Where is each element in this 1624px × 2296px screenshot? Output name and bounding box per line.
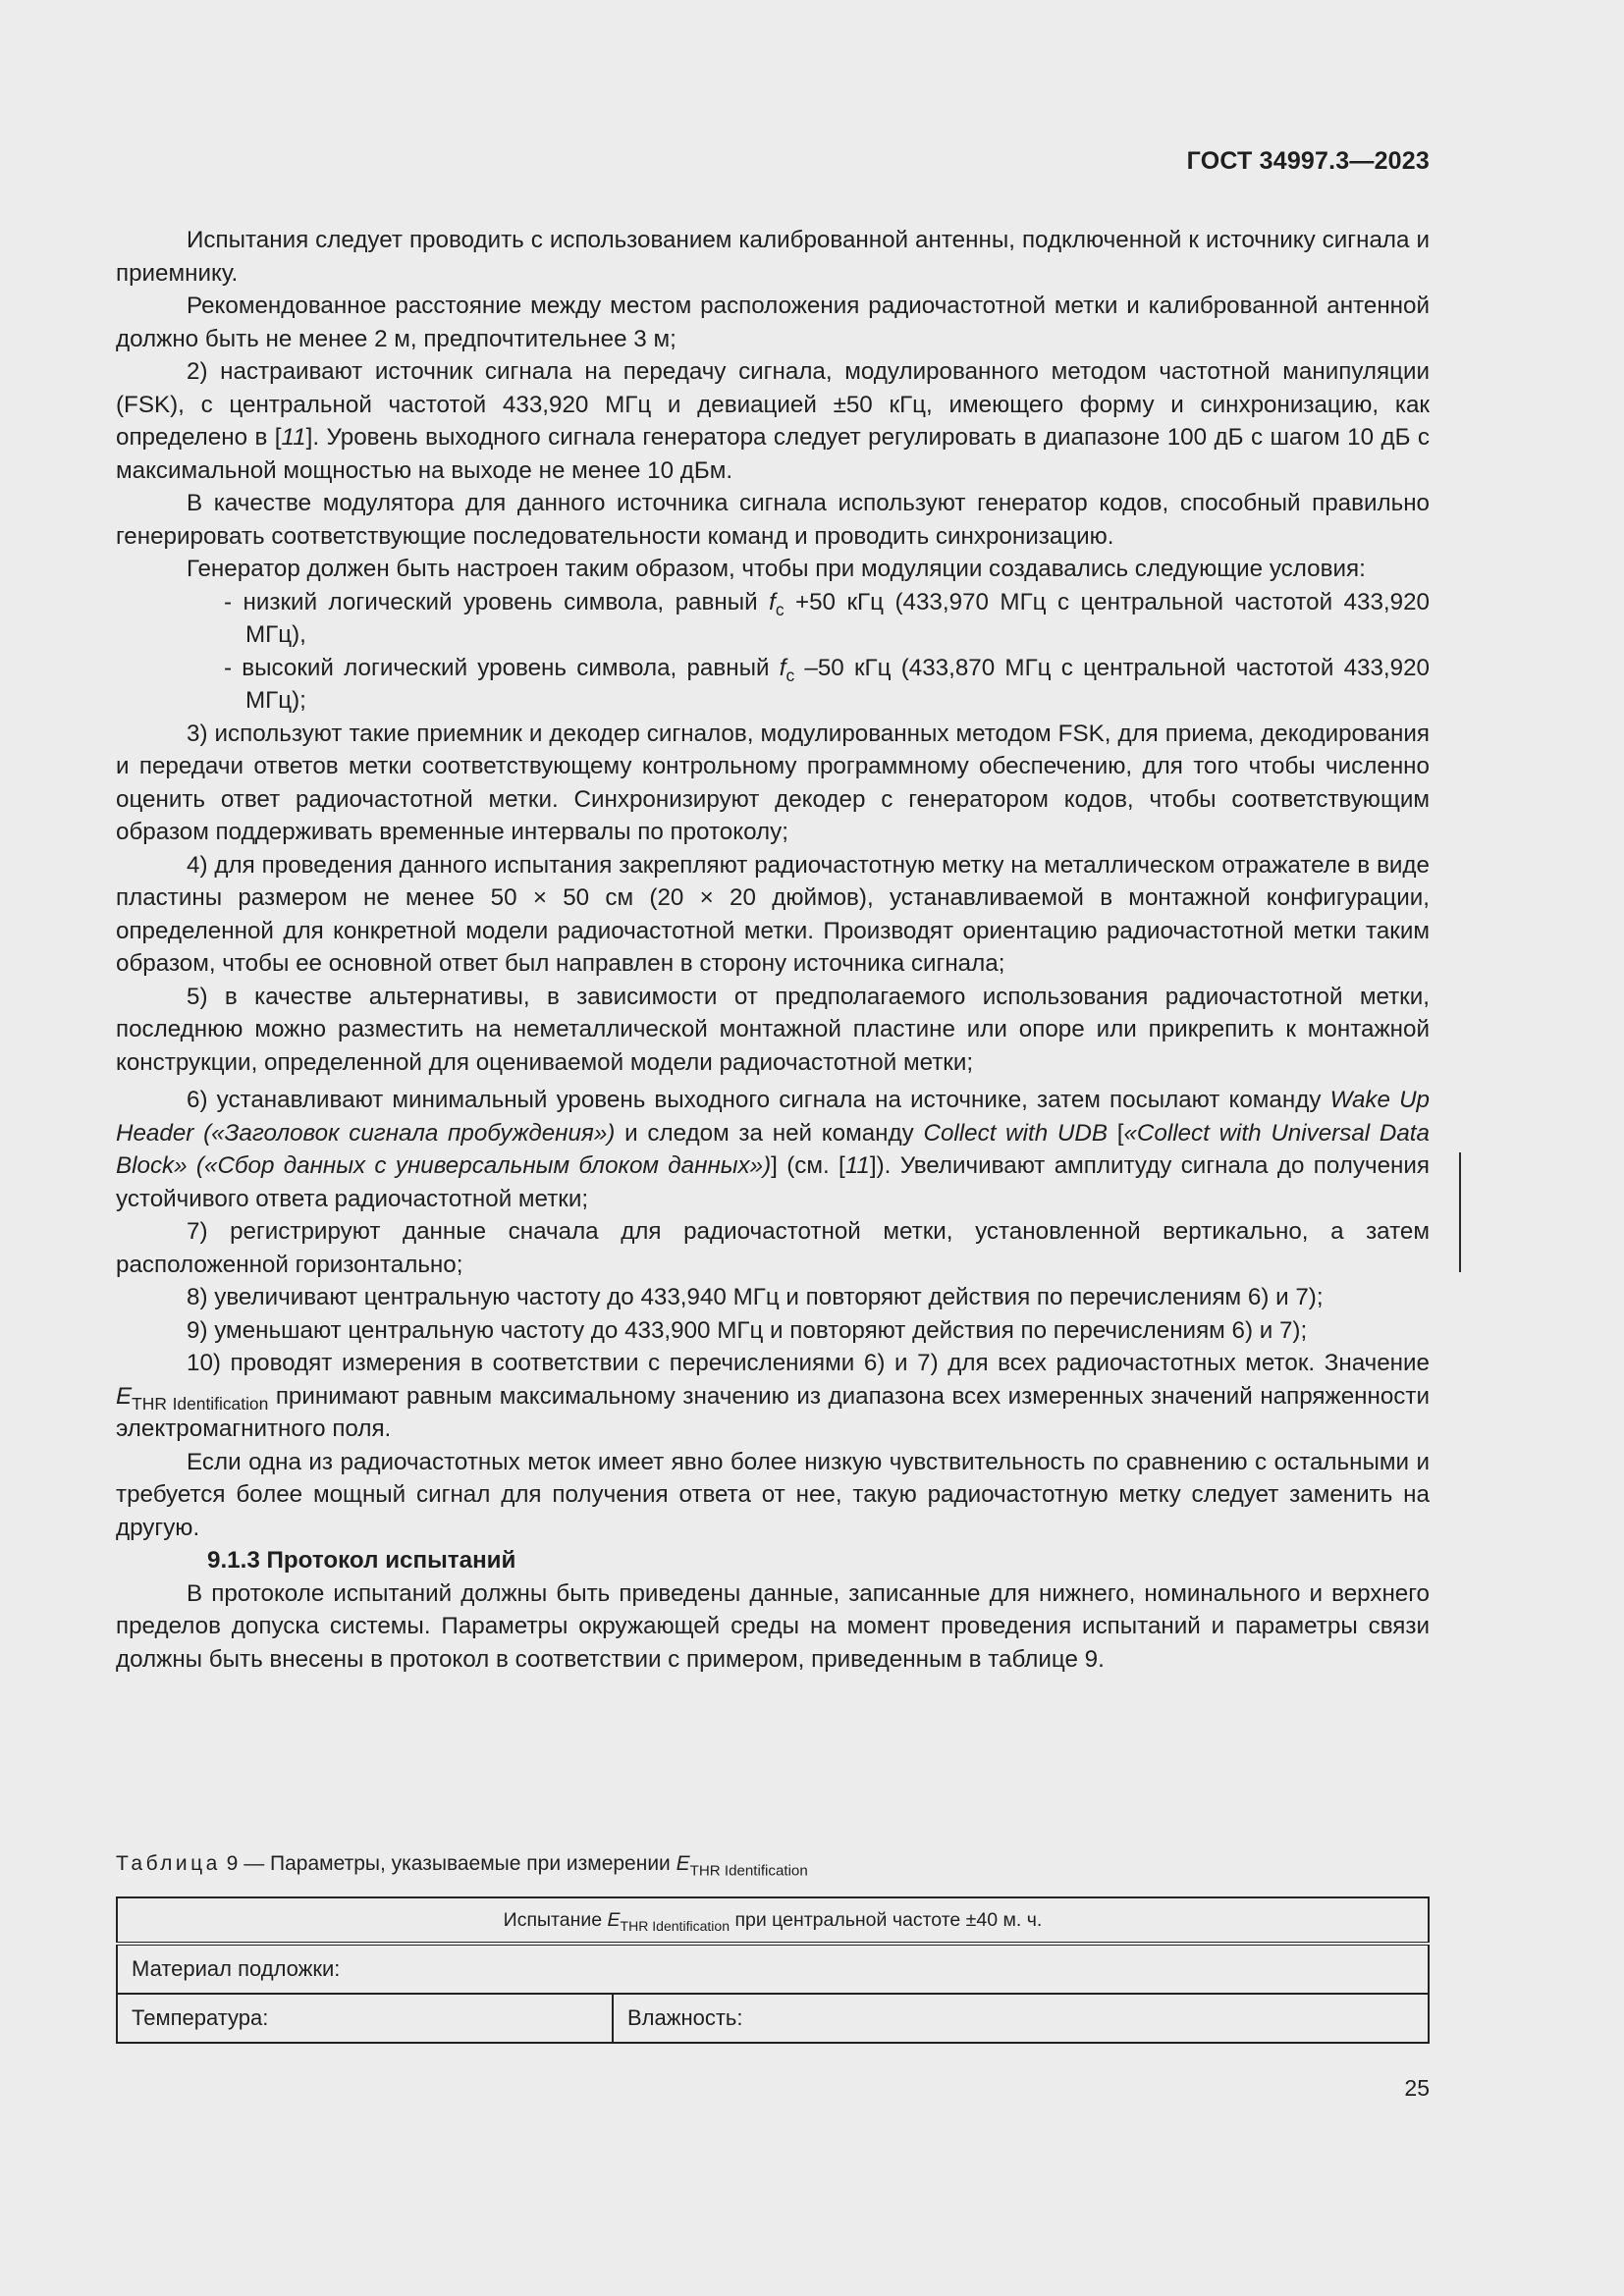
symbol: E (676, 1852, 690, 1875)
table-caption-text: 9 — Параметры, указываемые при измерении (220, 1852, 677, 1875)
table-caption-label: Таблица (116, 1852, 221, 1875)
paragraph: Генератор должен быть настроен таким образом, чтобы при модуляции создавались следующие условия: (187, 556, 1366, 582)
table-header-row (117, 1897, 1429, 1944)
list-item-2 (116, 355, 1430, 487)
reference-number: 11 (281, 424, 306, 451)
subscript: THR Identification (689, 1862, 808, 1880)
document-body (116, 224, 1430, 1676)
command-name: Wake Up Header («Заголовок сигнала пробуждения») (116, 1087, 1431, 1147)
humidity-cell: Влажность: (613, 1994, 1429, 2043)
list-item-text: ]). Увеличивают амплитуду сигнала до получения устойчивого ответа радиочастотной метки; (116, 1152, 1430, 1212)
bullet-item (116, 652, 1430, 718)
table-row (117, 1994, 1429, 2043)
substrate-material-cell: Материал подложки: (117, 1944, 1429, 1994)
subscript: THR Identification (132, 1393, 269, 1414)
paragraph: В качестве модулятора для данного источника сигнала используют генератор кодов, способный правильно генерировать соответствующие последовательности команд и проводить синхронизацию. (116, 490, 1430, 550)
subscript: c (775, 599, 785, 619)
command-name: «Collect with Universal Data Block» («Сбор данных с универсальным блоком данных») (116, 1119, 1430, 1179)
paragraph: Если одна из радиочастотных меток имеет явно более низкую чувствительность по сравнению с остальными и требуется более мощный сигнал для получения ответа от нее, такую радиочастотную метку следует заменить на другую. (116, 1448, 1430, 1541)
list-item-5: 5) в качестве альтернативы, в зависимости от предполагаемого использования радиочастотной метки, последнюю можно разместить на неметаллической монтажной пластине или опоре или прикрепить к монтажной конструкции, определенной для оцениваемой модели радиочастотной метки; (116, 983, 1430, 1076)
parameters-table (116, 1896, 1430, 2044)
subscript: c (785, 665, 795, 685)
bullet-text: - низкий логический уровень символа, равный (224, 588, 770, 615)
document-standard-header: ГОСТ 34997.3—2023 (1186, 147, 1430, 175)
list-item-text: 6) устанавливают минимальный уровень выходного сигнала на источнике, затем посылают команду (187, 1087, 1330, 1113)
header-text: при центральной частоте ±40 м. ч. (730, 1908, 1043, 1931)
subscript: THR Identification (620, 1917, 731, 1934)
paragraph: В протоколе испытаний должны быть приведены данные, записанные для нижнего, номинального и верхнего пределов допуска системы. Параметры окружающей среды на момент проведения испытаний и параметры связи должны быть внесены в протокол в соответствии с примером, приведенным в таблице 9. (116, 1579, 1430, 1673)
list-item-text: ] (см. [ (771, 1152, 845, 1179)
revision-change-bar (1459, 1152, 1461, 1272)
list-item-9: 9) уменьшают центральную частоту до 433,900 МГц и повторяют действия по перечислениям 6) и 7); (187, 1316, 1308, 1344)
table-header-cell (117, 1897, 1429, 1944)
list-item-text: ]. Уровень выходного сигнала генератора следует регулировать в диапазоне 100 дБ с шагом 10 дБ с максимальной мощностью на выходе не менее 10 дБм. (116, 424, 1430, 484)
header-text: Испытание (503, 1908, 608, 1931)
bullet-text: - высокий логический уровень символа, равный (224, 654, 780, 681)
symbol: E (116, 1382, 133, 1410)
section-heading: 9.1.3 Протокол испытаний (207, 1547, 516, 1574)
paragraph: Рекомендованное расстояние между местом расположения радиочастотной метки и калиброванной антенной должно быть не менее 2 м, предпочтительнее 3 м; (116, 293, 1430, 352)
list-item-text: 10) проводят измерения в соответствии с перечислениями 6) и 7) для всех радиочастотных меток. Значение (187, 1350, 1430, 1376)
symbol: f (779, 654, 786, 681)
list-item-3: 3) используют такие приемник и декодер сигналов, модулированных методом FSK, для приема, декодирования и передачи ответов метки соответствующему контрольному программному обеспечению, для того чтобы численно оценить ответ радиочастотной метки. Синхронизируют декодер с генератором кодов, чтобы соответствующим образом поддерживать временные интервалы по протоколу; (116, 720, 1430, 845)
list-item-6 (116, 1084, 1430, 1215)
bullet-text: –50 кГц (433,870 МГц с центральной частотой 433,920 МГц); (245, 654, 1430, 714)
command-name: Collect with UDB (923, 1119, 1108, 1147)
bullet-item (116, 586, 1430, 652)
reference-number: 11 (844, 1152, 870, 1179)
paragraph: Испытания следует проводить с использованием калиброванной антенны, подключенной к источнику сигнала и приемнику. (116, 227, 1430, 287)
list-item-text: [ (1107, 1119, 1124, 1147)
symbol: E (607, 1908, 621, 1931)
list-item-8: 8) увеличивают центральную частоту до 433,940 МГц и повторяют действия по перечислениям 6) и 7); (187, 1284, 1324, 1310)
list-item-text: принимают равным максимальному значению из диапазона всех измеренных значений напряженности электромагнитного поля. (116, 1382, 1430, 1442)
temperature-cell: Температура: (117, 1994, 613, 2043)
table-row (117, 1944, 1429, 1994)
table-caption (116, 1849, 808, 1879)
list-item-10 (116, 1347, 1430, 1446)
list-item-7: 7) регистрируют данные сначала для радиочастотной метки, установленной вертикально, а затем расположенной горизонтально; (116, 1218, 1430, 1278)
symbol: f (769, 588, 776, 615)
list-item-4: 4) для проведения данного испытания закрепляют радиочастотную метку на металлическом отражателе в виде пластины размером не менее 50 × 50 см (20 × 20 дюймов), устанавливаемой в монтажной конфигурации, определенной для конкретной модели радиочастотной метки. Производят ориентацию радиочастотной метки таким образом, чтобы ее основной ответ был направлен в сторону источника сигнала; (116, 851, 1430, 977)
page-number: 25 (1404, 2075, 1430, 2101)
list-item-text: 2) настраивают источник сигнала на передачу сигнала, модулированного методом частотной манипуляции (FSK), с центральной частотой 433,920 МГц и девиацией ±50 кГц, имеющего форму и синхронизацию, как определено в [ (116, 358, 1430, 451)
list-item-text: и следом за ней команду (615, 1119, 924, 1147)
bullet-text: +50 кГц (433,970 МГц с центральной частотой 433,920 МГц), (245, 588, 1430, 648)
